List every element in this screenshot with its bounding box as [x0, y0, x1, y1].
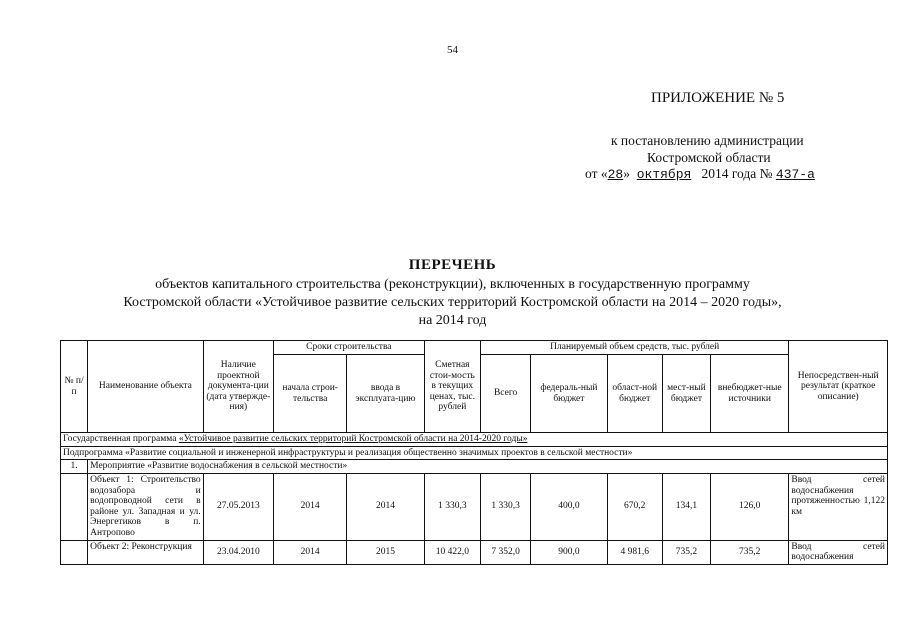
header-funds: Планируемый объем средств, тыс. рублей [480, 341, 788, 355]
appendix-date-line [585, 166, 815, 182]
local-value: 735,2 [662, 540, 710, 564]
page-number: 54 [447, 44, 458, 56]
regional-value: 670,2 [607, 473, 662, 540]
header-result: Непосредствен-ный результат (краткое описание) [789, 341, 888, 433]
header-start: начала строи-тельства [274, 355, 347, 433]
result-text: Ввод сетей водоснабжения протяженностью 1,122 км [789, 473, 888, 540]
header-total: Всего [480, 355, 530, 433]
local-value: 134,1 [662, 473, 710, 540]
header-docs: Наличие проектной документа-ции (дата утвержде-ния) [203, 341, 273, 433]
list-title: ПЕРЕЧЕНЬ [408, 257, 497, 273]
header-terms: Сроки строительства [274, 341, 425, 355]
subprogram-row: Подпрограмма «Развитие социальной и инженерной инфраструктуры и реализация общественно значимых проектов в сельской местности» [61, 446, 888, 460]
program-link: «Устойчивое развитие сельских территорий Костромской области на 2014-2020 годы» [178, 434, 528, 444]
total-value: 1 330,3 [480, 473, 530, 540]
list-subtitle-1: объектов капитального строительства (реконструкции), включенных в государственную программу [155, 277, 750, 292]
header-estimate: Сметная стои-мость в текущих ценах, тыс. рублей [424, 341, 480, 433]
total-value: 7 352,0 [480, 540, 530, 564]
doc-date: 27.05.2013 [203, 473, 273, 540]
commission-year: 2015 [347, 540, 424, 564]
date-prefix: от « [585, 166, 608, 181]
federal-value: 400,0 [531, 473, 607, 540]
start-year: 2014 [274, 540, 347, 564]
row-num-cell [61, 540, 88, 564]
table-row [61, 540, 888, 564]
list-subtitle-2: Костромской области «Устойчивое развитие сельских территорий Костромской области на 2014 – 2020 годы», [123, 295, 782, 310]
result-text: Ввод сетей водоснабжения [789, 540, 888, 564]
extra-value: 126,0 [711, 473, 789, 540]
table-row [61, 473, 888, 540]
header-name: Наименование объекта [88, 341, 204, 433]
date-year: 2014 года № [701, 166, 773, 181]
header-regional: област-ной бюджет [607, 355, 662, 433]
list-subtitle-3: на 2014 год [418, 313, 487, 328]
start-year: 2014 [274, 473, 347, 540]
objects-table [60, 340, 888, 565]
object-name: Объект 1: Строительство водозабора и водопроводной сети в районе ул. Западная и ул. Энергетиков в п. Антропово [88, 473, 204, 540]
federal-value: 900,0 [531, 540, 607, 564]
estimate-value: 10 422,0 [424, 540, 480, 564]
header-num: № п/п [61, 341, 88, 433]
appendix-title: ПРИЛОЖЕНИЕ № 5 [651, 90, 785, 106]
appendix-line-1: к постановлению администрации [611, 133, 804, 148]
header-local: мест-ный бюджет [662, 355, 710, 433]
date-month: октября [636, 167, 692, 182]
program-row [61, 433, 888, 447]
document-number: 437-а [775, 167, 815, 182]
object-name: Объект 2: Реконструкция [88, 540, 204, 564]
regional-value: 4 981,6 [607, 540, 662, 564]
row-num-cell [61, 473, 88, 540]
header-federal: федераль-ный бюджет [531, 355, 607, 433]
extra-value: 735,2 [711, 540, 789, 564]
header-extra: внебюджет-ные источники [711, 355, 789, 433]
commission-year: 2014 [347, 473, 424, 540]
date-mid: » [623, 166, 630, 181]
estimate-value: 1 330,3 [424, 473, 480, 540]
header-commission: ввода в эксплуата-цию [347, 355, 424, 433]
date-day: 28 [607, 167, 624, 182]
doc-date: 23.04.2010 [203, 540, 273, 564]
measure-num: 1. [61, 460, 88, 474]
appendix-line-2: Костромской области [647, 150, 771, 165]
measure-text: Мероприятие «Развитие водоснабжения в сельской местности» [88, 460, 888, 474]
program-prefix: Государственная программа [63, 434, 179, 444]
